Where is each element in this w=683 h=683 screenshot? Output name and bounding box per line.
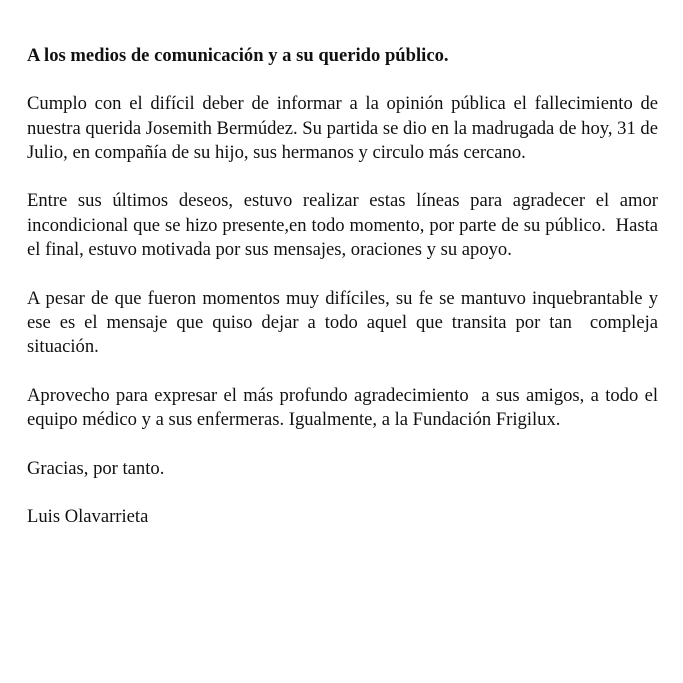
signature: Luis Olavarrieta	[27, 506, 149, 528]
paragraph-announcement: Cumplo con el difícil deber de informar a la opinión pública el fallecimiento de nuestra querida Josemith Bermúdez. Su partida se dio en la madrugada de hoy, 31 de Julio, en compañía de su hijo, sus hermanos y circulo más cercano.	[27, 93, 663, 163]
paragraph-faith: A pesar de que fueron momentos muy difíciles, su fe se mantuvo inquebrantable y ese es el mensaje que quiso dejar a todo aquel que transita por tan compleja situación.	[27, 287, 663, 358]
paragraph-acknowledgements: Aprovecho para expresar el más profundo agradecimiento a sus amigos, a todo el equipo médico y a sus enfermeras. Igualmente, a la Fundación Frigilux.	[27, 384, 663, 431]
letter-body	[27, 44, 663, 530]
letter-heading: A los medios de comunicación y a su querido público.	[27, 45, 449, 66]
closing-line: Gracias, por tanto.	[27, 457, 165, 479]
paragraph-gratitude: Entre sus últimos deseos, estuvo realizar estas líneas para agradecer el amor incondicional que se hizo presente,en todo momento, por parte de su público. Hasta el final, estuvo motivada por sus mensajes, oraciones y su apoyo.	[27, 190, 663, 261]
